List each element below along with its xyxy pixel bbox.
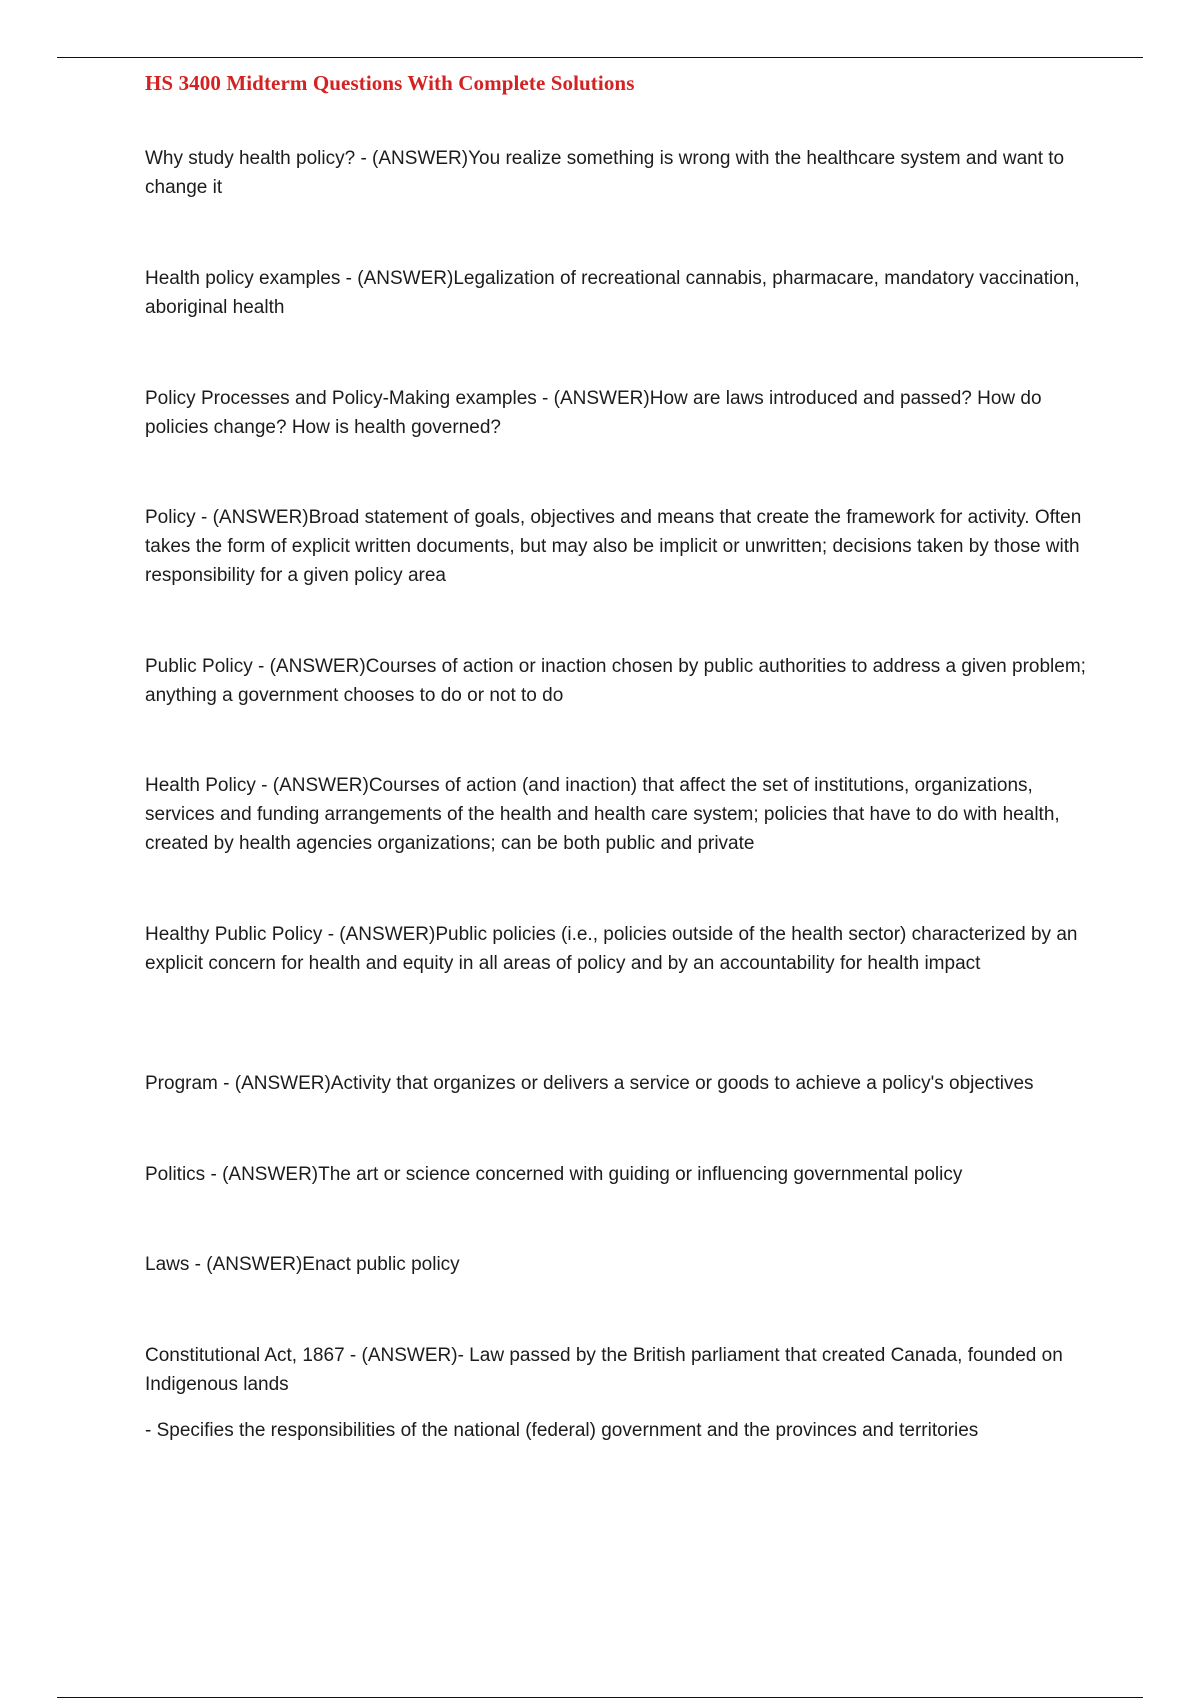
qa-entry xyxy=(145,1160,1090,1189)
question-term: Policy Processes and Policy-Making examples xyxy=(145,388,537,409)
qa-entry xyxy=(145,1250,1090,1279)
question-term: Health policy examples xyxy=(145,268,341,289)
answer-text: The art or science concerned with guiding or influencing governmental policy xyxy=(318,1164,963,1185)
qa-entry xyxy=(145,771,1090,858)
answer-marker: - (ANSWER) xyxy=(536,388,650,409)
qa-text xyxy=(145,1160,1090,1189)
answer-marker: - (ANSWER) xyxy=(217,1073,331,1094)
answer-marker: - (ANSWER) xyxy=(195,507,309,528)
qa-entry xyxy=(145,652,1090,710)
qa-text xyxy=(145,264,1090,322)
qa-entry xyxy=(145,1341,1090,1445)
question-term: Healthy Public Policy xyxy=(145,924,323,945)
answer-marker: - (ANSWER) xyxy=(189,1254,303,1275)
answer-text: Activity that organizes or delivers a service or goods to achieve a policy's objectives xyxy=(330,1073,1034,1094)
answer-text: - Law passed by the British parliament that created Canada, founded on Indigenous lands xyxy=(145,1345,1063,1395)
qa-entry xyxy=(145,1069,1090,1098)
answer-marker: - (ANSWER) xyxy=(322,924,436,945)
answer-text: Broad statement of goals, objectives and means that create the framework for activity. Often takes the form of explicit written documents, but may also be implicit or unwritten; decisions taken by those with responsibility for a given policy area xyxy=(145,507,1082,586)
answer-continuation: - Specifies the responsibilities of the national (federal) government and the provinces and territories xyxy=(145,1420,979,1441)
bottom-rule xyxy=(57,1697,1143,1698)
question-term: Program xyxy=(145,1073,218,1094)
question-term: Health Policy xyxy=(145,775,256,796)
answer-text: You realize something is wrong with the healthcare system and want to change it xyxy=(145,148,1065,198)
question-term: Constitutional Act, 1867 xyxy=(145,1345,345,1366)
qa-entry xyxy=(145,384,1090,442)
qa-text xyxy=(145,920,1090,978)
answer-marker: - (ANSWER) xyxy=(255,775,369,796)
top-rule xyxy=(57,57,1143,58)
question-term: Policy xyxy=(145,507,196,528)
answer-marker: - (ANSWER) xyxy=(252,656,366,677)
answer-text: Enact public policy xyxy=(302,1254,460,1275)
qa-entry xyxy=(145,920,1090,978)
answer-marker: - (ANSWER) xyxy=(205,1164,319,1185)
question-term: Laws xyxy=(145,1254,190,1275)
question-term: Why study health policy? xyxy=(145,148,356,169)
qa-text xyxy=(145,1341,1090,1399)
qa-text xyxy=(145,144,1090,202)
qa-entry xyxy=(145,264,1090,322)
qa-text xyxy=(145,771,1090,858)
answer-text: How are laws introduced and passed? How do policies change? How is health governed? xyxy=(145,388,1042,438)
answer-text: Courses of action (and inaction) that affect the set of institutions, organizations, services and funding arrangements of the health and health care system; policies that have to do with health, created by health agencies organizations; can be both public and private xyxy=(145,775,1060,854)
qa-text xyxy=(145,1069,1090,1098)
qa-text xyxy=(145,1250,1090,1279)
answer-text: Courses of action or inaction chosen by public authorities to address a given problem; anything a government chooses to do or not to do xyxy=(145,656,1086,706)
answer-marker: - (ANSWER) xyxy=(340,268,454,289)
answer-marker: - (ANSWER) xyxy=(355,148,469,169)
answer-text: Public policies (i.e., policies outside of the health sector) characterized by an explicit concern for health and equity in all areas of policy and by an accountability for health impact xyxy=(145,924,1078,974)
qa-entry xyxy=(145,503,1090,590)
question-term: Politics xyxy=(145,1164,206,1185)
answer-marker: - (ANSWER) xyxy=(344,1345,458,1366)
qa-text xyxy=(145,652,1090,710)
question-term: Public Policy xyxy=(145,656,253,677)
qa-text xyxy=(145,384,1090,442)
answer-text: Legalization of recreational cannabis, pharmacare, mandatory vaccination, aboriginal health xyxy=(145,268,1080,318)
qa-entry xyxy=(145,144,1090,202)
document-title: HS 3400 Midterm Questions With Complete Solutions xyxy=(145,71,635,95)
qa-text xyxy=(145,503,1090,590)
